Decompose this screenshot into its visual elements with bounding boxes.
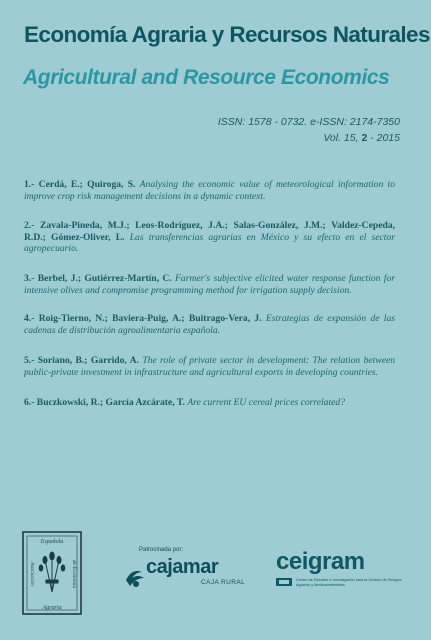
article-authors: Roig-Tierno, N.; Baviera-Puig, A.; Buitrago-Vera, J. (38, 313, 262, 325)
issn-block (218, 114, 400, 146)
volume-line (218, 130, 400, 146)
seal-text-left: Asociación (29, 562, 35, 586)
article-title: Analysing the economic value of meteorological information to improve crop risk management decisions in a dynamic context. (24, 179, 395, 202)
ceigram-mark-icon (276, 576, 294, 588)
article-number: 2.- (24, 220, 35, 232)
association-seal-logo (21, 530, 83, 626)
article-authors: Buczkowski, R.; García Azcárate, T. (36, 396, 185, 408)
article-number: 6.- (24, 396, 35, 408)
journal-title-en: Agricultural and Resource Economics (23, 66, 390, 89)
article-title: Estrategias de expansión de las cadenas de distribución agroalimentaria española. (24, 313, 395, 336)
article-number: 1.- (24, 179, 35, 190)
footer (0, 530, 431, 640)
article-authors: Soriano, B.; Garrido, A. (37, 355, 139, 367)
article-authors: Cerdá, E.; Quiroga, S. (38, 179, 136, 190)
issn-line: ISSN: 1578 - 0732. e-ISSN: 2174-7350 (217, 116, 400, 128)
cajamar-name: cajamar (146, 556, 219, 578)
article-title: Farmer's subjective elicited water response function for intensive olives and compromise programming method for irrigation supply decision. (24, 272, 395, 296)
seal-text-bottom: Agraria (42, 605, 62, 611)
article-item (24, 179, 395, 202)
article-title: Las transferencias agrarias en México y su efecto en el sector agropecuario. (24, 231, 396, 255)
ceigram-name: ceigram (276, 548, 365, 575)
seal-text-top: Española (40, 539, 64, 545)
article-item (24, 220, 395, 255)
article-title: The role of private sector in development: The relation between public-private investment in infrastructure and agricultural exports in developing countries. (24, 355, 396, 378)
issue-number: 2 (361, 132, 368, 144)
cajamar-subtitle: CAJA RURAL (201, 579, 246, 586)
volume-prefix: Vol. 15, (323, 132, 362, 144)
volume-suffix: - 2015 (367, 132, 400, 144)
article-title: Are current EU cereal prices correlated? (187, 396, 345, 408)
article-list (24, 179, 395, 408)
article-number: 4.- (24, 313, 35, 325)
article-item (24, 397, 395, 409)
sponsor-label: Patrocinada por: (139, 547, 184, 553)
ceigram-subtitle: Centro de Estudios e Investigación para la Gestión de Riesgos Agrarios y Medioambientales (296, 578, 402, 587)
article-authors: Zavala-Pineda, M.J.; Leos-Rodríguez, J.A.; Salas-González, J.M.; Valdez-Cepeda, R.D.; Gómez-Oliver, L. (24, 220, 395, 243)
article-item (24, 355, 395, 378)
seal-text-right: de Economía (71, 559, 77, 589)
article-item (24, 273, 395, 296)
journal-title-es: Economía Agraria y Recursos Naturales (24, 22, 430, 47)
article-authors: Berbel, J.; Gutiérrez-Martín, C. (37, 272, 172, 284)
article-number: 5.- (24, 355, 35, 367)
article-item (24, 313, 395, 336)
article-number: 3.- (24, 272, 35, 284)
